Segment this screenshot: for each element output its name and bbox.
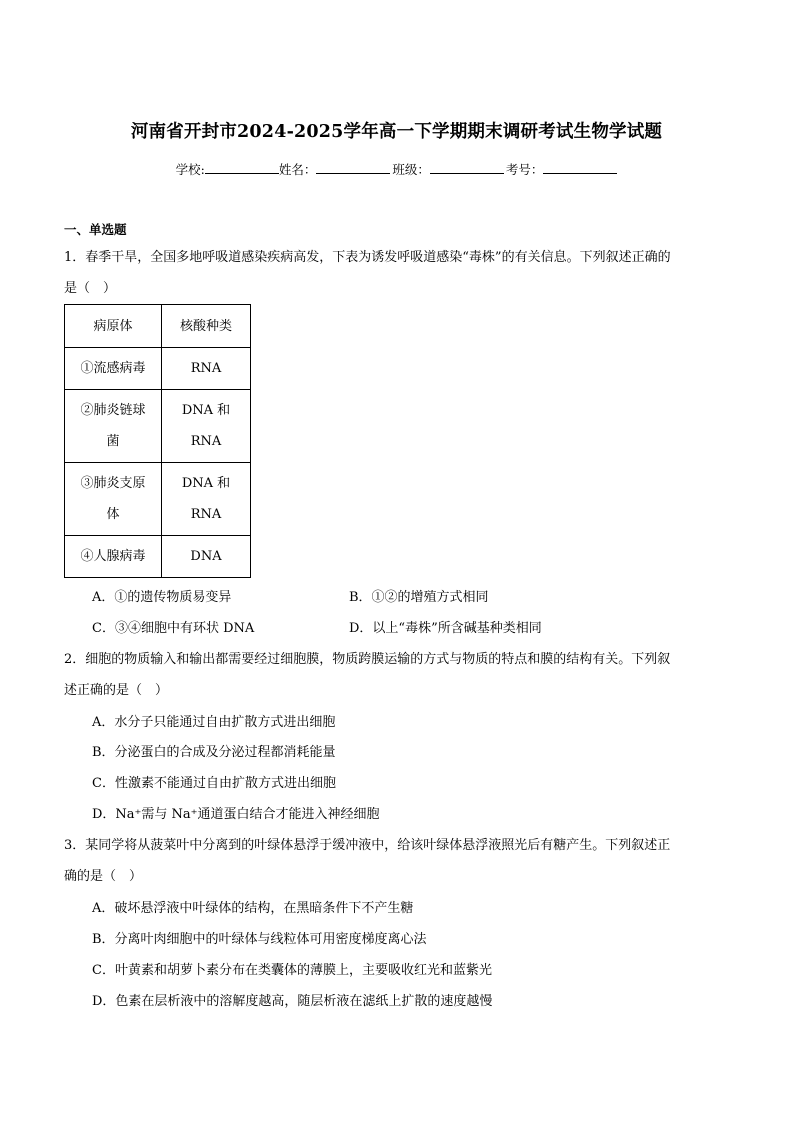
page-title: 河南省开封市2024-2025学年高一下学期期末调研考试生物学试题 — [130, 122, 663, 142]
table-cell: RNA — [162, 348, 251, 390]
q2-stem-line1: 2．细胞的物质输入和输出都需要经过细胞膜，物质跨膜运输的方式与物质的特点和膜的结构有关。下列叙 — [64, 652, 671, 667]
table-cell: DNA 和 RNA — [162, 463, 251, 536]
q3-stem-line2: 确的是（ ） — [64, 869, 143, 884]
pathogen-table — [64, 304, 251, 578]
school-label: 学校: — [175, 162, 205, 177]
table-cell: DNA — [162, 536, 251, 578]
number-label: 考号： — [505, 162, 544, 177]
q2-stem-line2: 述正确的是（ ） — [64, 683, 169, 698]
table-row — [65, 390, 251, 463]
q3-option-a[interactable]: A．破坏悬浮液中叶绿体的结构，在黑暗条件下不产生糖 — [92, 901, 414, 916]
table-cell: DNA 和 RNA — [162, 390, 251, 463]
q3-stem-line1: 3．某同学将从菠菜叶中分离到的叶绿体悬浮于缓冲液中，给该叶绿体悬浮液照光后有糖产生。下列叙述正 — [64, 838, 671, 853]
table-cell: ④人腺病毒 — [65, 536, 162, 578]
student-info-line — [0, 160, 793, 178]
table-header-row — [65, 305, 251, 348]
q2-option-b[interactable]: B．分泌蛋白的合成及分泌过程都消耗能量 — [92, 745, 336, 760]
table-row — [65, 536, 251, 578]
class-blank[interactable] — [430, 162, 504, 174]
table-cell: ③肺炎支原 体 — [65, 463, 162, 536]
q1-option-d[interactable]: D．以上“毒株”所含碱基种类相同 — [349, 621, 542, 636]
section-title: 一、单选题 — [64, 222, 127, 237]
table-header-cell: 核酸种类 — [162, 305, 251, 348]
table-header-cell: 病原体 — [65, 305, 162, 348]
q2-option-d[interactable]: D．Na⁺需与 Na⁺通道蛋白结合才能进入神经细胞 — [92, 807, 380, 822]
q2-option-a[interactable]: A．水分子只能通过自由扩散方式进出细胞 — [92, 715, 336, 730]
q3-option-c[interactable]: C．叶黄素和胡萝卜素分布在类囊体的薄膜上，主要吸收红光和蓝紫光 — [92, 963, 492, 978]
q3-option-d[interactable]: D．色素在层析液中的溶解度越高，随层析液在滤纸上扩散的速度越慢 — [92, 994, 493, 1009]
table-row — [65, 348, 251, 390]
name-label: 姓名： — [278, 162, 317, 177]
q2-option-c[interactable]: C．性激素不能通过自由扩散方式进出细胞 — [92, 776, 336, 791]
q1-stem-line2: 是（ ） — [64, 281, 117, 296]
q3-option-b[interactable]: B．分离叶肉细胞中的叶绿体与线粒体可用密度梯度离心法 — [92, 932, 427, 947]
school-blank[interactable] — [205, 162, 279, 174]
table-cell: ②肺炎链球 菌 — [65, 390, 162, 463]
table-cell: ①流感病毒 — [65, 348, 162, 390]
number-blank[interactable] — [543, 162, 617, 174]
q1-option-c[interactable]: C．③④细胞中有环状 DNA — [92, 621, 255, 636]
q1-option-b[interactable]: B．①②的增殖方式相同 — [349, 590, 489, 605]
q1-stem-line1: 1．春季干旱，全国多地呼吸道感染疾病高发，下表为诱发呼吸道感染“毒株”的有关信息。下列叙述正确的 — [64, 250, 671, 265]
name-blank[interactable] — [316, 162, 390, 174]
q1-option-a[interactable]: A．①的遗传物质易变异 — [92, 590, 232, 605]
table-row — [65, 463, 251, 536]
class-label: 班级： — [392, 162, 430, 177]
